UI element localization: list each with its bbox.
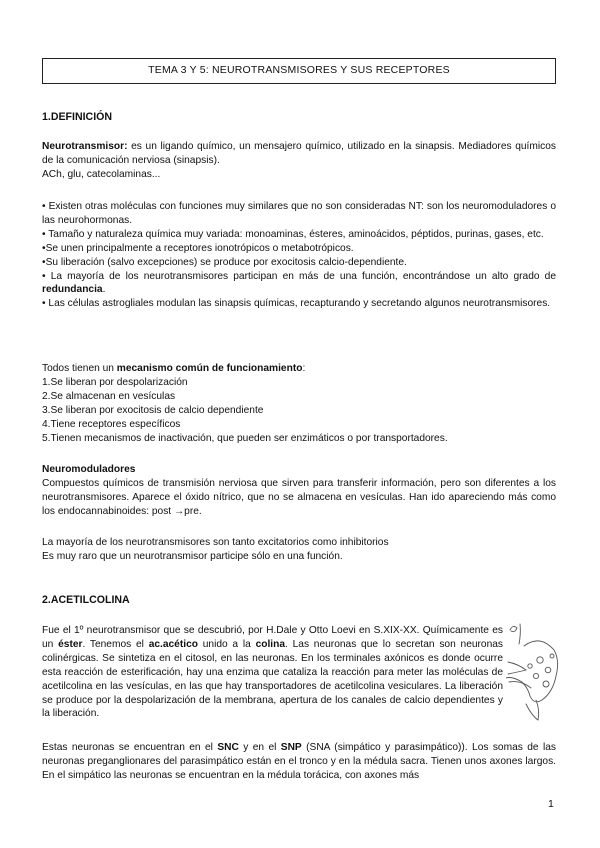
bullet-item: • Las células astrogliales modulan las sinapsis químicas, recapturando y secretando algunos neurotransmisores.	[42, 298, 551, 310]
document-title: TEMA 3 Y 5: NEUROTRANSMISORES Y SUS RECEPTORES	[148, 64, 450, 77]
closing-note: La mayoría de los neurotransmisores son tanto excitatorios como inhibitorios	[42, 537, 389, 548]
section-heading-definicion: 1.DEFINICIÓN	[42, 111, 113, 123]
ach-location-text: (SNA (simpático y parasimpático)). Los somas de las neuronas preganglionares del parasimpático están en el tronco y en la médula sacra. Tienen unos axones largos. En el simpático las neuronas se encuentran en la médula torácica, con axones más	[42, 742, 556, 781]
mechanism-term: mecanismo común de funcionamiento	[116, 363, 303, 374]
ach-location-text: Estas neuronas se encuentran en el	[42, 742, 218, 753]
definition-term: Neurotransmisor:	[42, 141, 128, 152]
definition-paragraph	[42, 140, 556, 182]
bullet-item: • Existen otras moléculas con funciones muy similares que no son consideradas NT: son los neuromoduladores o las neurohormonas.	[42, 201, 556, 226]
bullet-item: •Se unen principalmente a receptores ionotrópicos o metabotrópicos.	[42, 242, 354, 254]
bullet-list	[42, 200, 556, 311]
ach-text: . Las neuronas que lo secretan son neuronas colinérgicas. Se sintetiza en el citosol, en las neuronas. En los terminales axónicos es donde ocurre esta reacción de esterificación, hay una enzima que cataliza la reacción para meter las moléculas de acetilcolina en las vesículas, en las que hay transportadores de acetilcolina vesiculares. La liberación se produce por la despolarización de la membrana, apertura de los canales de calcio dependientes y la liberación.	[42, 638, 504, 720]
definition-examples: ACh, glu, catecolaminas...	[42, 168, 161, 180]
mechanism-step: 3.Se liberan por exocitosis de calcio dependiente	[42, 404, 264, 416]
mechanism-intro	[42, 362, 556, 376]
redundancia-term: redundancia	[42, 284, 103, 296]
neuromodulators-text: Compuestos químicos de transmisión nerviosa que sirven para transferir información, pero son diferentes a los neurotransmisores. Aparece el óxido nítrico, que no se almacena en vesículas. Han ido apareciendo más como los endocannabinoides: post →pre.	[42, 477, 556, 517]
definition-text: es un ligando químico, un mensajero químico, utilizado en la sinapsis. Mediadores químicos de la comunicación nerviosa (sinapsis).	[42, 141, 556, 166]
acetilcolina-paragraph	[42, 624, 503, 721]
snc-term: SNC	[217, 742, 239, 753]
closing-notes	[42, 536, 556, 564]
acetic-acid-term: ac.acético	[148, 638, 198, 650]
choline-term: colina	[255, 638, 286, 650]
ach-text: unido a la	[197, 638, 256, 650]
neuromodulators-block	[42, 463, 556, 519]
bullet-item	[42, 270, 556, 298]
snp-term: SNP	[280, 742, 302, 753]
mechanism-step: 1.Se liberan por despolarización	[42, 376, 188, 388]
mechanism-step: 4.Tiene receptores específicos	[42, 418, 181, 430]
mechanism-step: 2.Se almacenan en vesículas	[42, 390, 176, 402]
neuromodulators-title: Neuromoduladores	[42, 464, 136, 475]
closing-note: Es muy raro que un neurotransmisor participe sólo en una función.	[42, 550, 343, 562]
page-number: 1	[548, 798, 554, 810]
ach-location-text: y en el	[238, 742, 281, 753]
mechanism-step: 5.Tienen mecanismos de inactivación, que pueden ser enzimáticos o por transportadores.	[42, 432, 448, 444]
ach-location-paragraph	[42, 741, 556, 783]
mechanism-block	[42, 362, 556, 445]
bullet-item: • Tamaño y naturaleza química muy variada: monoaminas, ésteres, aminoácidos, péptidos, purinas, gases, etc.	[42, 228, 544, 240]
mechanism-intro-text: Todos tienen un	[42, 363, 117, 374]
document-title-box	[42, 58, 556, 84]
synapse-sketch-icon	[506, 616, 560, 724]
bullet-item: •Su liberación (salvo excepciones) se produce por exocitosis calcio-dependiente.	[42, 256, 407, 268]
bullet-text-end: .	[102, 284, 106, 296]
bullet-text: • La mayoría de los neurotransmisores participan en más de una función, encontrándose un alto grado de	[42, 270, 556, 282]
section-heading-acetilcolina: 2.ACETILCOLINA	[42, 594, 130, 606]
ach-text: . Tenemos el	[82, 638, 149, 650]
ach-text: Fue el 1º neurotransmisor que se descubrió, por H.Dale y Otto Loevi en S.XIX-XX. Químicamente es un	[42, 625, 503, 650]
ester-term: éster	[58, 638, 83, 650]
mechanism-intro-colon: :	[302, 363, 306, 374]
